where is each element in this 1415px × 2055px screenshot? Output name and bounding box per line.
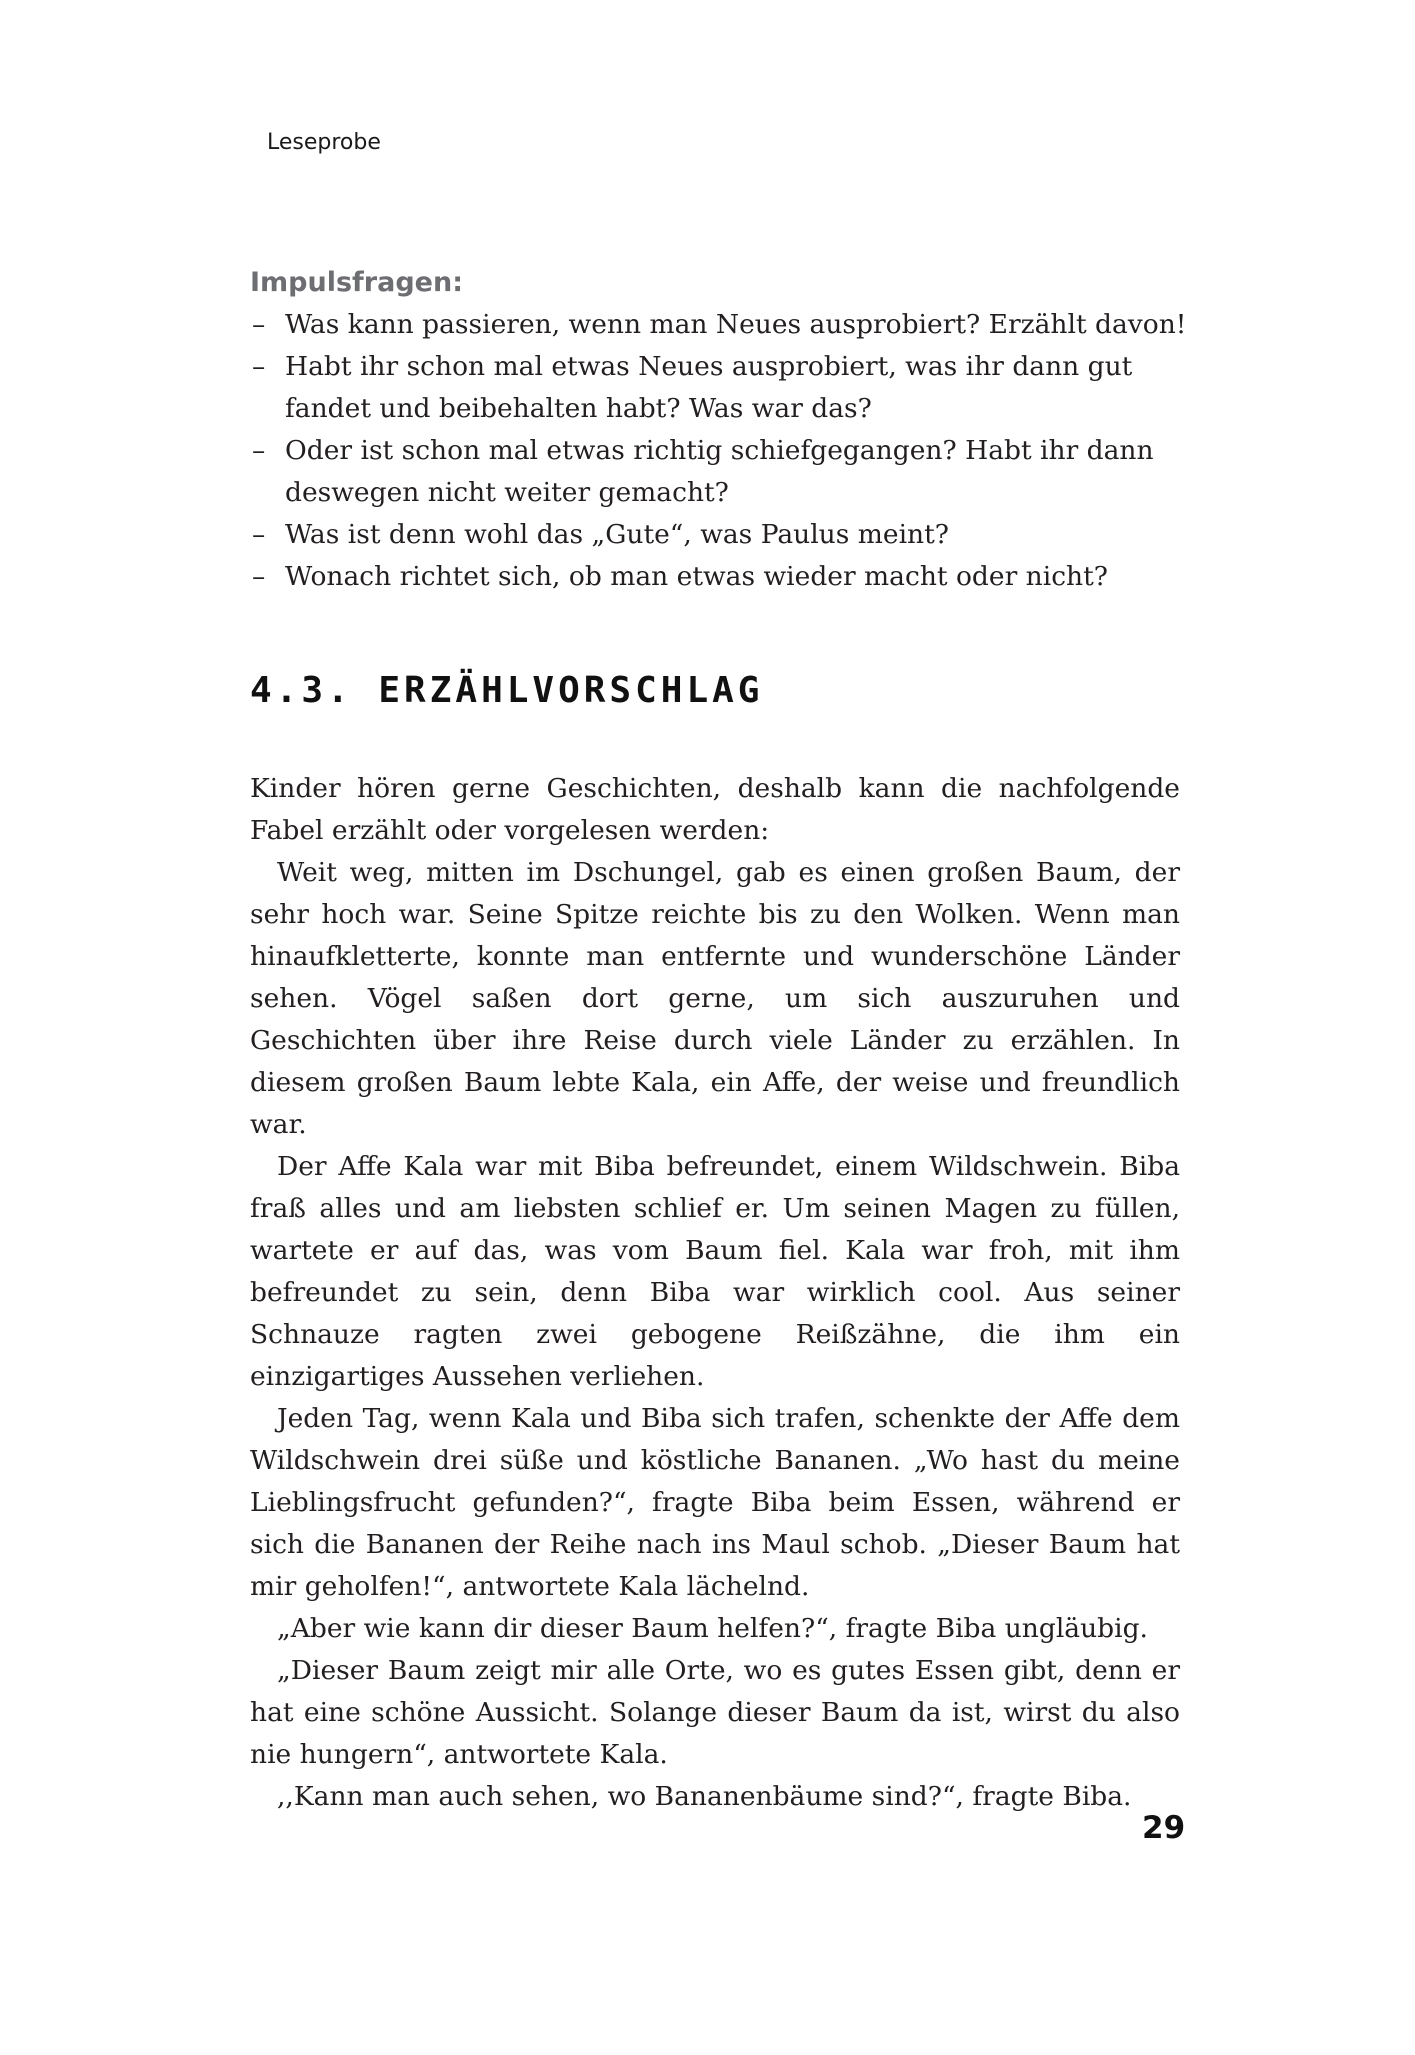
story-paragraph: Kinder hören gerne Geschichten, deshalb kann die nachfolgende Fabel erzählt oder vorgelesen werden:	[250, 773, 1180, 846]
question-text: Was ist denn wohl das „Gute“, was Paulus meint?	[285, 519, 949, 550]
story-paragraph: ,,Kann man auch sehen, wo Bananenbäume sind?“, fragte Biba.	[277, 1781, 1132, 1812]
story-paragraph: „Dieser Baum zeigt mir alle Orte, wo es gutes Essen gibt, denn er hat eine schöne Aussicht. Solange dieser Baum da ist, wirst du also nie hungern“, antwortete Kala.	[250, 1655, 1180, 1770]
story-paragraph: „Aber wie kann dir dieser Baum helfen?“, fragte Biba ungläubig.	[277, 1613, 1148, 1644]
impulsfragen-section	[250, 262, 1190, 598]
dash-bullet: –	[252, 519, 266, 550]
dash-bullet: –	[252, 435, 266, 466]
story-paragraph: Jeden Tag, wenn Kala und Biba sich trafen, schenkte der Affe dem Wildschwein drei süße und köstliche Bananen. „Wo hast du meine Lieblingsfrucht gefunden?“, fragte Biba beim Essen, während er sich die Bananen der Reihe nach ins Maul schob. „Dieser Baum hat mir geholfen!“, antwortete Kala lächelnd.	[250, 1403, 1180, 1602]
question-text: Wonach richtet sich, ob man etwas wieder macht oder nicht?	[285, 561, 1108, 592]
list-item	[250, 514, 1190, 556]
list-item	[250, 346, 1190, 430]
story-paragraph: Der Affe Kala war mit Biba befreundet, einem Wildschwein. Biba fraß alles und am liebsten schlief er. Um seinen Magen zu füllen, wartete er auf das, was vom Baum fiel. Kala war froh, mit ihm befreundet zu sein, denn Biba war wirklich cool. Aus seiner Schnauze ragten zwei gebogene Reißzähne, die ihm ein einzigartiges Aussehen verliehen.	[250, 1151, 1180, 1392]
question-text: Habt ihr schon mal etwas Neues ausprobiert, was ihr dann gut fandet und beibehalten habt? Was war das?	[285, 351, 1133, 424]
running-header: Leseprobe	[267, 130, 381, 155]
section-heading: 4.3. ERZÄHLVORSCHLAG	[250, 670, 764, 711]
page-number: 29	[1142, 1810, 1186, 1846]
story-body	[250, 768, 1180, 1818]
list-item	[250, 556, 1190, 598]
question-text: Was kann passieren, wenn man Neues ausprobiert? Erzählt davon!	[285, 309, 1187, 340]
list-item	[250, 304, 1190, 346]
question-text: Oder ist schon mal etwas richtig schiefgegangen? Habt ihr dann deswegen nicht weiter gemacht?	[285, 435, 1154, 508]
question-list	[250, 304, 1190, 598]
dash-bullet: –	[252, 351, 266, 382]
dash-bullet: –	[252, 561, 266, 592]
list-item	[250, 430, 1190, 514]
impulsfragen-heading: Impulsfragen:	[250, 267, 463, 298]
dash-bullet: –	[252, 309, 266, 340]
story-paragraph: Weit weg, mitten im Dschungel, gab es einen großen Baum, der sehr hoch war. Seine Spitze reichte bis zu den Wolken. Wenn man hinaufkletterte, konnte man entfernte und wunderschöne Länder sehen. Vögel saßen dort gerne, um sich auszuruhen und Geschichten über ihre Reise durch viele Länder zu erzählen. In diesem großen Baum lebte Kala, ein Affe, der weise und freundlich war.	[250, 857, 1180, 1140]
